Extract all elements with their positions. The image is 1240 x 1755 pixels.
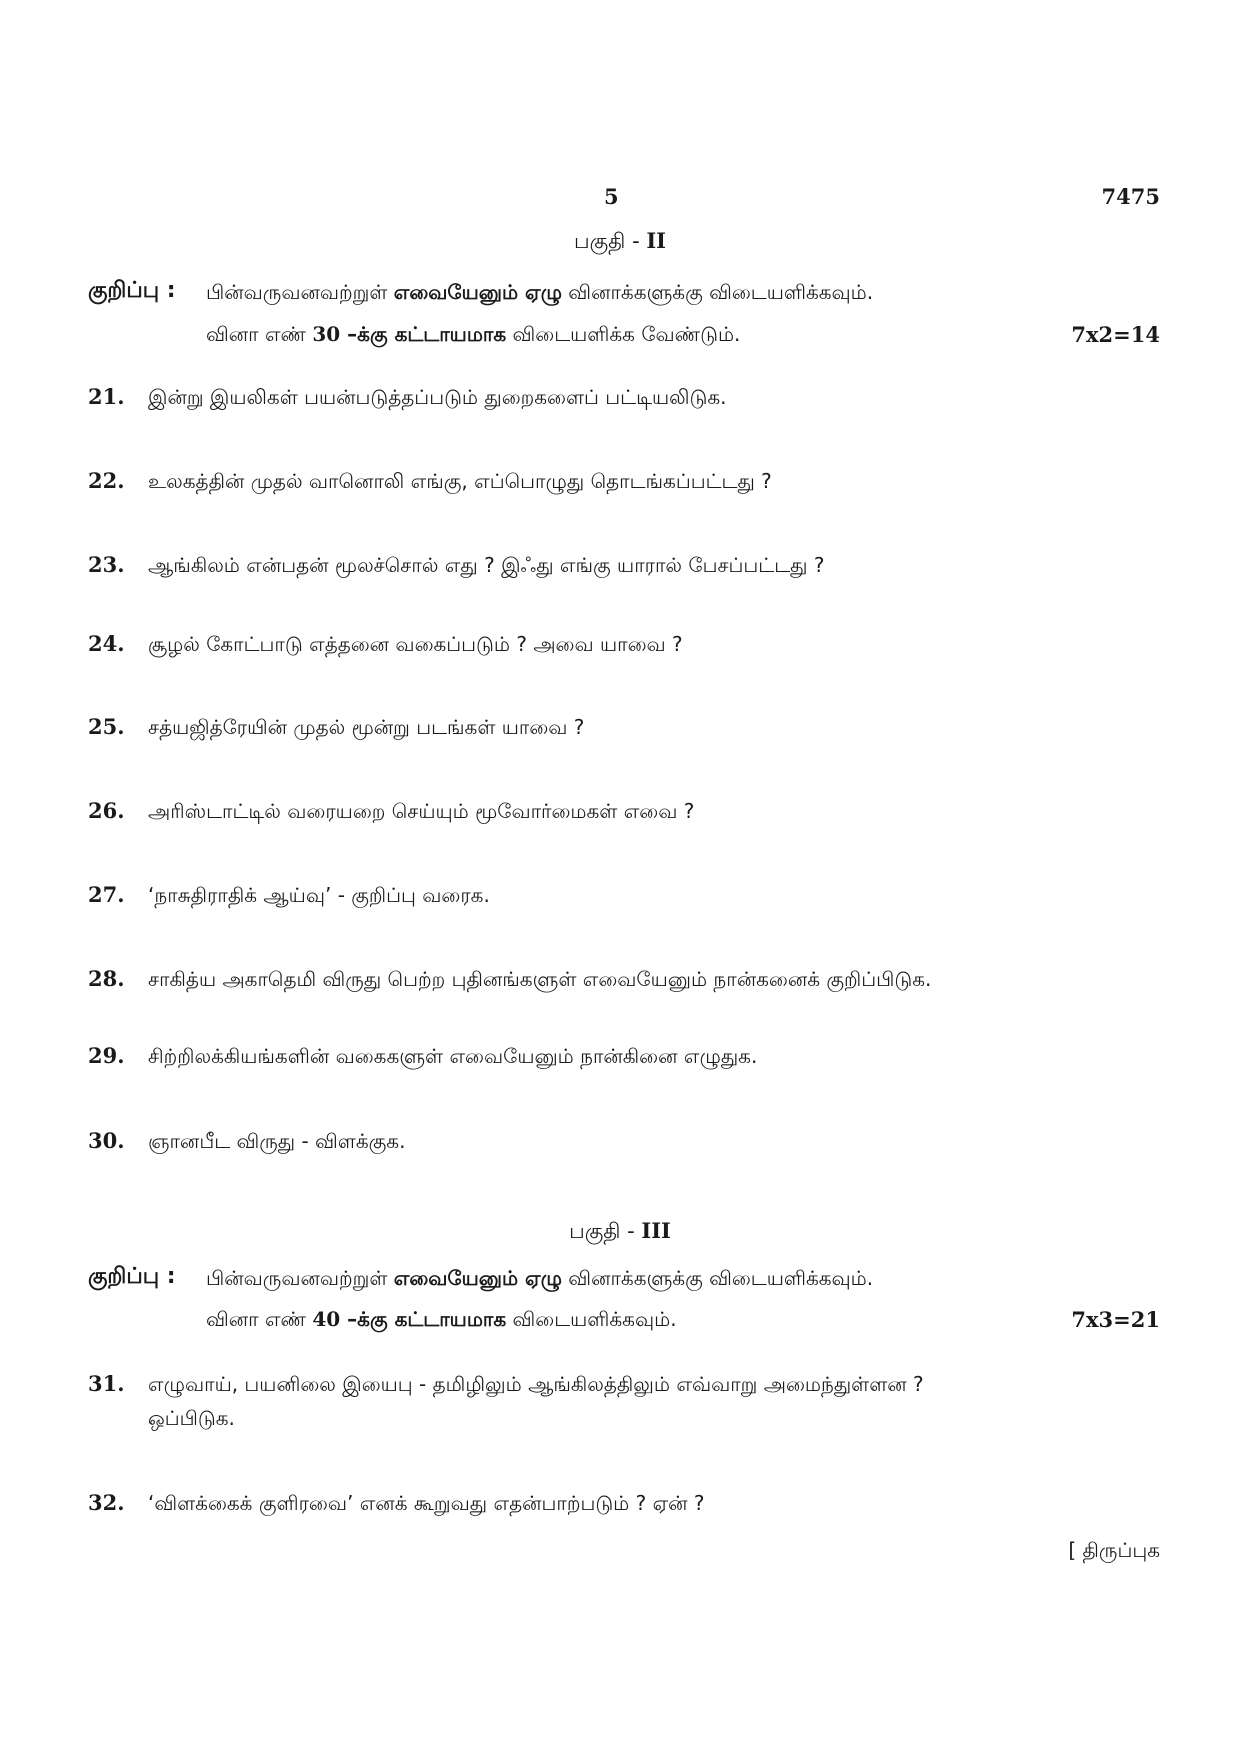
question-text: சூழல் கோட்பாடு எத்தனை வகைப்படும் ? அவை யாவை ? <box>148 632 683 656</box>
part-2-heading-roman: II <box>646 228 666 253</box>
question-number: 30. <box>88 1128 125 1153</box>
part-3-heading-sep: - <box>620 1219 642 1243</box>
part-2-note-line2 <box>206 322 740 349</box>
question-number: 31. <box>88 1371 125 1396</box>
question-number: 25. <box>88 714 125 739</box>
note-text: பின்வருவனவற்றுள் <box>206 1266 394 1290</box>
part-2-note-line1 <box>206 280 873 307</box>
part-3-heading-word: பகுதி <box>569 1219 621 1243</box>
question-text: சிற்றிலக்கியங்களின் வகைகளுள் எவையேனும் நான்கினை எழுதுக. <box>148 1044 758 1068</box>
note-text: விடையளிக்கவும். <box>506 1307 677 1331</box>
note-text: வினாக்களுக்கு விடையளிக்கவும். <box>561 1266 874 1290</box>
question-text: ‘விளக்கைக் குளிரவை’ எனக் கூறுவது எதன்பாற்படும் ? ஏன் ? <box>148 1491 705 1515</box>
note-emphasis: –க்கு கட்டாயமாக <box>340 322 507 346</box>
note-question-number: 40 <box>312 1307 341 1331</box>
question-text: உலகத்தின் முதல் வானொலி எங்கு, எப்பொழுது தொடங்கப்பட்டது ? <box>148 469 772 493</box>
part-2-heading-word: பகுதி <box>574 229 626 253</box>
question-number: 32. <box>88 1490 125 1515</box>
question-number: 27. <box>88 882 125 907</box>
note-text: பின்வருவனவற்றுள் <box>206 280 394 304</box>
part-2-note-label: குறிப்பு : <box>88 278 176 303</box>
part-3-marks: 7x3=21 <box>1071 1307 1160 1332</box>
note-emphasis: எவையேனும் ஏழு <box>393 280 562 304</box>
question-number: 29. <box>88 1043 125 1068</box>
question-text: ஞானபீட விருது - விளக்குக. <box>148 1129 406 1153</box>
paper-code: 7475 <box>1101 184 1160 209</box>
page-number: 5 <box>604 184 619 209</box>
note-text: வினா எண் <box>206 322 313 346</box>
question-text: சத்யஜித்ரேயின் முதல் மூன்று படங்கள் யாவை ? <box>148 715 585 739</box>
part-3-note-label: குறிப்பு : <box>88 1264 176 1289</box>
question-text-line: ஒப்பிடுக. <box>148 1406 235 1430</box>
question-text: அரிஸ்டாட்டில் வரையறை செய்யும் மூவோர்மைகள் எவை ? <box>148 799 695 823</box>
part-3-heading-roman: III <box>641 1218 671 1243</box>
question-number: 23. <box>88 552 125 577</box>
turn-over-note: [ திருப்புக <box>1068 1538 1160 1562</box>
question-text: ‘நாசுதிராதிக் ஆய்வு’ - குறிப்பு வரைக. <box>148 883 490 907</box>
note-question-number: 30 <box>312 322 341 346</box>
question-number: 22. <box>88 468 125 493</box>
part-2-marks: 7x2=14 <box>1071 322 1160 347</box>
part-3-heading <box>0 1218 1240 1246</box>
note-text: வினாக்களுக்கு விடையளிக்கவும். <box>561 280 874 304</box>
question-text: ஆங்கிலம் என்பதன் மூலச்சொல் எது ? இஃது எங்கு யாரால் பேசப்பட்டது ? <box>148 553 825 577</box>
part-3-note-line1 <box>206 1266 873 1293</box>
note-emphasis: எவையேனும் ஏழு <box>393 1266 562 1290</box>
question-text: இன்று இயலிகள் பயன்படுத்தப்படும் துறைகளைப் பட்டியலிடுக. <box>148 385 727 409</box>
part-3-note-line2 <box>206 1307 677 1334</box>
part-2-heading <box>0 228 1240 256</box>
question-text: சாகித்ய அகாதெமி விருது பெற்ற புதினங்களுள் எவையேனும் நான்கனைக் குறிப்பிடுக. <box>148 967 932 991</box>
question-number: 24. <box>88 631 125 656</box>
question-number: 21. <box>88 384 125 409</box>
question-number: 26. <box>88 798 125 823</box>
note-text: வினா எண் <box>206 1307 313 1331</box>
note-emphasis: –க்கு கட்டாயமாக <box>340 1307 507 1331</box>
part-2-heading-sep: - <box>625 229 647 253</box>
question-text <box>148 1367 1158 1435</box>
note-text: விடையளிக்க வேண்டும். <box>506 322 741 346</box>
question-number: 28. <box>88 966 125 991</box>
question-text-line: எழுவாய், பயனிலை இயைபு - தமிழிலும் ஆங்கிலத்திலும் எவ்வாறு அமைந்துள்ளன ? <box>148 1372 924 1396</box>
